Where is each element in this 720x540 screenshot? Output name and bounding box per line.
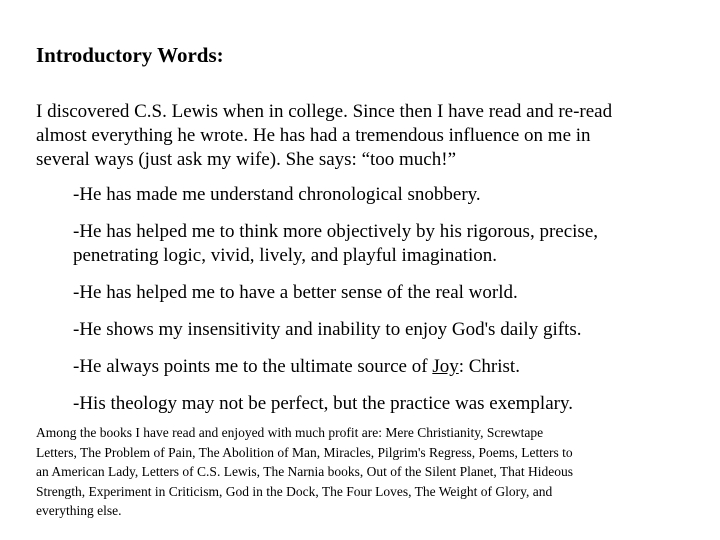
influence-item-theology [73,392,703,416]
influence-text-line1: -He has helped me to think more objectively by his rigorous, precise, [73,221,599,242]
influence-text-after: : Christ. [458,356,520,377]
books-line: an American Lady, Letters of C.S. Lewis, The Narnia books, Out of the Silent Planet, That Hideous [36,464,574,479]
influence-text-before: -He always points me to the ultimate source of [73,356,433,377]
influence-text-line2: penetrating logic, vivid, lively, and playful imagination. [73,245,498,266]
joy-link[interactable]: Joy [432,356,459,377]
books-line: Strength, Experiment in Criticism, God in the Dock, The Four Loves, The Weight of Glory, and [36,483,553,499]
books-line: Letters, The Problem of Pain, The Abolition of Man, Miracles, Pilgrim's Regress, Poems, Letters to [36,444,573,460]
slide-title: Introductory Words: [36,43,224,67]
influence-text: -He shows my insensitivity and inability to enjoy God's daily gifts. [73,319,582,340]
influence-text: -He has helped me to have a better sense of the real world. [73,282,518,303]
intro-line: several ways (just ask my wife). She says: “too much!” [36,149,457,170]
influence-list [73,183,703,429]
intro-line: almost everything he wrote. He has had a tremendous influence on me in [36,125,591,146]
books-line: Among the books I have read and enjoyed with much profit are: Mere Christianity, Screwtape [36,425,544,440]
books-paragraph [36,423,706,521]
books-line: everything else. [36,503,122,518]
intro-line: I discovered C.S. Lewis when in college. Since then I have read and re-read [36,101,613,122]
influence-item-gifts [73,318,703,342]
influence-text: -His theology may not be perfect, but the practice was exemplary. [73,393,573,414]
influence-item-snobbery [73,183,703,207]
influence-text [73,355,703,379]
influence-item-logic [73,220,703,268]
intro-paragraph [36,100,696,172]
influence-text: -He has made me understand chronological snobbery. [73,184,481,205]
influence-item-real-world [73,281,703,305]
influence-item-joy [73,355,703,379]
